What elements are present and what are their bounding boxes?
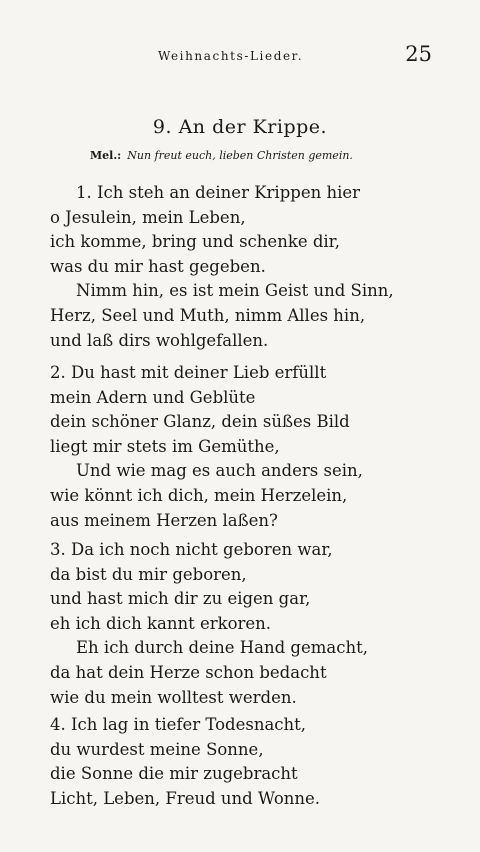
stanza-line-text: Ich steh an deiner Krippen hier <box>97 183 361 202</box>
page-number: 25 <box>405 42 432 66</box>
stanza-line <box>50 713 470 738</box>
stanza-line <box>50 181 470 206</box>
stanza-1 <box>50 181 470 353</box>
stanza-line: Eh ich durch deine Hand gemacht, <box>76 638 368 658</box>
melody-label: Mel.: <box>90 149 122 162</box>
running-head <box>0 42 480 66</box>
stanza-line: Nimm hin, es ist mein Geist und Sinn, <box>76 281 394 301</box>
stanza-line: und laß dirs wohlgefallen. <box>50 330 269 350</box>
stanza-line: wie könnt ich dich, mein Herzelein, <box>50 485 348 505</box>
stanza-line: Licht, Leben, Freud und Wonne. <box>50 788 321 808</box>
stanza-line-text: Da ich noch nicht geboren war, <box>71 540 333 559</box>
stanza-line: du wurdest meine Sonne, <box>50 739 264 759</box>
stanza-line: die Sonne die mir zugebracht <box>50 764 298 784</box>
stanza-4 <box>50 713 470 811</box>
stanza-line: ich komme, bring und schenke dir, <box>50 232 340 252</box>
stanza-line: da hat dein Herze schon bedacht <box>50 662 327 682</box>
stanza-line-text: Du hast mit deiner Lieb erfüllt <box>71 363 327 382</box>
stanza-number: 3. <box>50 540 66 559</box>
stanza-number: 2. <box>50 363 66 382</box>
stanza-line: da bist du mir geboren, <box>50 564 247 584</box>
stanza-line: Herz, Seel und Muth, nimm Alles hin, <box>50 305 366 325</box>
stanza-line: dein schöner Glanz, dein süßes Bild <box>50 412 350 432</box>
stanza-line: und hast mich dir zu eigen gar, <box>50 589 311 609</box>
stanza-line <box>50 361 470 386</box>
stanza-line: o Jesulein, mein Leben, <box>50 207 246 227</box>
running-title: Weihnachts-Lieder. <box>158 49 304 63</box>
stanza-line: liegt mir stets im Gemüthe, <box>50 436 280 456</box>
stanza-line: mein Adern und Geblüte <box>50 387 256 407</box>
melody-text: Nun freut euch, lieben Christen gemein. <box>127 149 353 162</box>
melody-note <box>90 148 353 164</box>
stanza-number: 1. <box>76 183 92 202</box>
stanza-line-text: Ich lag in tiefer Todesnacht, <box>71 715 307 734</box>
stanza-line: aus meinem Herzen laßen? <box>50 510 278 530</box>
stanza-line <box>50 538 470 563</box>
stanza-3 <box>50 538 470 710</box>
stanza-number: 4. <box>50 715 66 734</box>
stanza-line: wie du mein wolltest werden. <box>50 687 297 707</box>
stanza-line: eh ich dich kannt erkoren. <box>50 613 272 633</box>
stanza-line: Und wie mag es auch anders sein, <box>76 461 363 481</box>
song-title: 9. An der Krippe. <box>152 116 328 138</box>
stanza-line: was du mir hast gegeben. <box>50 256 266 276</box>
stanza-2 <box>50 361 470 533</box>
